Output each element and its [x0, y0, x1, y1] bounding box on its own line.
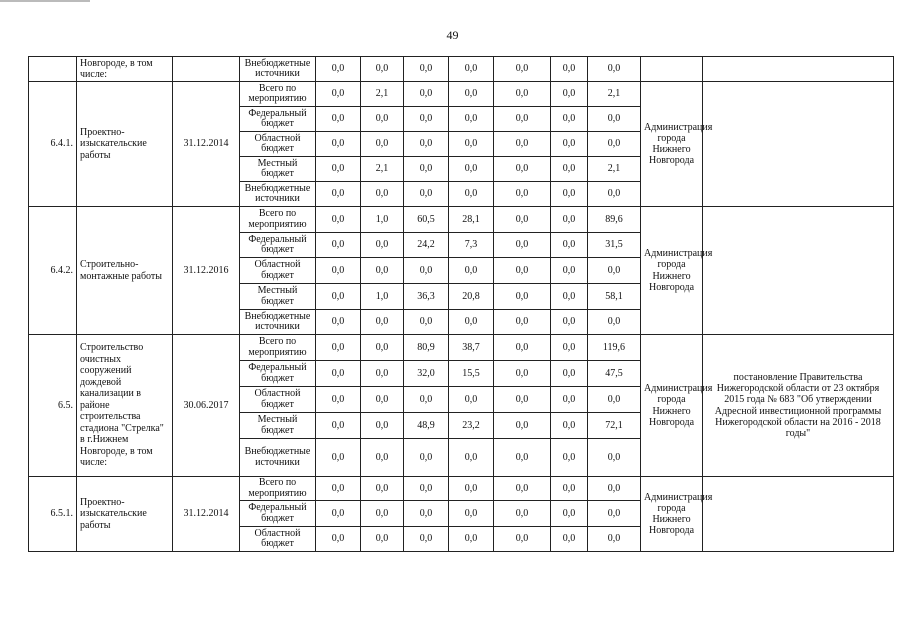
- value-cell: 0,0: [551, 157, 588, 182]
- value-cell: 0,0: [316, 157, 361, 182]
- value-cell: 0,0: [551, 387, 588, 413]
- document-cell: постановление Правительства Нижегородской области от 23 октября 2015 года № 683 "Об утверждении Адресной инвестиционной программы Нижегородской области на 2016 - 2018 годы": [703, 335, 894, 477]
- value-cell: 0,0: [316, 284, 361, 310]
- value-cell: 0,0: [588, 527, 641, 552]
- value-cell: 0,0: [494, 107, 551, 132]
- value-cell: 7,3: [449, 233, 494, 258]
- value-cell: 0,0: [551, 182, 588, 207]
- funding-source: Федеральный бюджет: [240, 501, 316, 527]
- value-cell: 0,0: [551, 233, 588, 258]
- value-cell: 0,0: [494, 132, 551, 157]
- document-cell: [703, 477, 894, 552]
- value-cell: 0,0: [404, 501, 449, 527]
- value-cell: 0,0: [449, 439, 494, 477]
- value-cell: 0,0: [449, 477, 494, 501]
- value-cell: 0,0: [449, 132, 494, 157]
- value-cell: 28,1: [449, 207, 494, 233]
- value-cell: 0,0: [316, 387, 361, 413]
- document-cell: [703, 57, 894, 82]
- value-cell: 0,0: [588, 439, 641, 477]
- section-code: 6.4.2.: [29, 207, 77, 335]
- value-cell: 0,0: [361, 57, 404, 82]
- value-cell: 0,0: [404, 387, 449, 413]
- value-cell: 31,5: [588, 233, 641, 258]
- value-cell: 0,0: [494, 439, 551, 477]
- value-cell: 0,0: [449, 107, 494, 132]
- table-row: [29, 57, 894, 82]
- value-cell: 0,0: [588, 182, 641, 207]
- value-cell: 0,0: [449, 527, 494, 552]
- section-code: 6.4.1.: [29, 82, 77, 207]
- document-cell: [703, 82, 894, 207]
- scan-edge-mark: [0, 0, 90, 2]
- value-cell: 0,0: [551, 413, 588, 439]
- value-cell: 0,0: [316, 258, 361, 284]
- value-cell: 0,0: [551, 361, 588, 387]
- table-row: [29, 335, 894, 361]
- funding-source: Федеральный бюджет: [240, 233, 316, 258]
- value-cell: 0,0: [551, 82, 588, 107]
- value-cell: 0,0: [361, 439, 404, 477]
- value-cell: 0,0: [316, 182, 361, 207]
- funding-source: Всего по мероприятию: [240, 335, 316, 361]
- value-cell: 0,0: [588, 107, 641, 132]
- value-cell: 0,0: [494, 310, 551, 335]
- value-cell: 48,9: [404, 413, 449, 439]
- value-cell: 15,5: [449, 361, 494, 387]
- value-cell: 0,0: [316, 335, 361, 361]
- value-cell: 0,0: [316, 501, 361, 527]
- value-cell: 0,0: [404, 310, 449, 335]
- value-cell: 0,0: [404, 527, 449, 552]
- value-cell: 0,0: [551, 439, 588, 477]
- value-cell: 0,0: [361, 335, 404, 361]
- value-cell: 36,3: [404, 284, 449, 310]
- value-cell: 0,0: [361, 361, 404, 387]
- budget-table: [28, 56, 894, 552]
- value-cell: 0,0: [551, 207, 588, 233]
- value-cell: 0,0: [316, 233, 361, 258]
- value-cell: 0,0: [588, 258, 641, 284]
- value-cell: 0,0: [494, 361, 551, 387]
- value-cell: 0,0: [316, 107, 361, 132]
- value-cell: 0,0: [494, 413, 551, 439]
- value-cell: 0,0: [361, 258, 404, 284]
- value-cell: 0,0: [361, 233, 404, 258]
- value-cell: 24,2: [404, 233, 449, 258]
- value-cell: 0,0: [316, 57, 361, 82]
- value-cell: 0,0: [551, 57, 588, 82]
- table-body: [29, 57, 894, 552]
- value-cell: 0,0: [494, 157, 551, 182]
- value-cell: 1,0: [361, 284, 404, 310]
- value-cell: 0,0: [361, 387, 404, 413]
- value-cell: 1,0: [361, 207, 404, 233]
- section-name: Проектно-изыскательские работы: [77, 477, 173, 552]
- responsible-cell: Администрация города Нижнего Новгорода: [641, 335, 703, 477]
- value-cell: 0,0: [449, 182, 494, 207]
- value-cell: 0,0: [551, 310, 588, 335]
- value-cell: 0,0: [361, 501, 404, 527]
- value-cell: 0,0: [404, 258, 449, 284]
- section-code: [29, 57, 77, 82]
- value-cell: 0,0: [361, 182, 404, 207]
- funding-source: Федеральный бюджет: [240, 361, 316, 387]
- funding-source: Внебюджетные источники: [240, 439, 316, 477]
- value-cell: 0,0: [316, 361, 361, 387]
- section-date: [173, 57, 240, 82]
- value-cell: 0,0: [588, 132, 641, 157]
- value-cell: 0,0: [449, 501, 494, 527]
- value-cell: 0,0: [316, 439, 361, 477]
- funding-source: Областной бюджет: [240, 527, 316, 552]
- value-cell: 0,0: [551, 258, 588, 284]
- value-cell: 0,0: [494, 233, 551, 258]
- funding-source: Внебюджетные источники: [240, 310, 316, 335]
- value-cell: 0,0: [404, 82, 449, 107]
- value-cell: 0,0: [361, 310, 404, 335]
- value-cell: 0,0: [316, 413, 361, 439]
- value-cell: 0,0: [588, 310, 641, 335]
- value-cell: 0,0: [361, 107, 404, 132]
- value-cell: 20,8: [449, 284, 494, 310]
- value-cell: 0,0: [494, 284, 551, 310]
- section-code: 6.5.: [29, 335, 77, 477]
- value-cell: 0,0: [361, 527, 404, 552]
- value-cell: 0,0: [588, 387, 641, 413]
- value-cell: 0,0: [551, 527, 588, 552]
- value-cell: 0,0: [551, 501, 588, 527]
- value-cell: 0,0: [494, 207, 551, 233]
- value-cell: 2,1: [588, 157, 641, 182]
- value-cell: 0,0: [494, 82, 551, 107]
- responsible-cell: Администрация города Нижнего Новгорода: [641, 477, 703, 552]
- value-cell: 0,0: [588, 57, 641, 82]
- value-cell: 2,1: [588, 82, 641, 107]
- value-cell: 0,0: [361, 132, 404, 157]
- funding-source: Федеральный бюджет: [240, 107, 316, 132]
- value-cell: 2,1: [361, 157, 404, 182]
- table-row: [29, 82, 894, 107]
- value-cell: 0,0: [494, 527, 551, 552]
- section-code: 6.5.1.: [29, 477, 77, 552]
- value-cell: 0,0: [316, 310, 361, 335]
- section-name: Строительно-монтажные работы: [77, 207, 173, 335]
- section-date: 31.12.2014: [173, 477, 240, 552]
- value-cell: 89,6: [588, 207, 641, 233]
- document-cell: [703, 207, 894, 335]
- value-cell: 0,0: [316, 132, 361, 157]
- table-row: [29, 207, 894, 233]
- section-name: Строительство очистных сооружений дождевой канализации в районе строительства стадиона "Стрелка" в г.Нижнем Новгороде, в том числе:: [77, 335, 173, 477]
- value-cell: 0,0: [404, 57, 449, 82]
- value-cell: 0,0: [551, 477, 588, 501]
- value-cell: 72,1: [588, 413, 641, 439]
- value-cell: 0,0: [588, 501, 641, 527]
- value-cell: 0,0: [551, 132, 588, 157]
- funding-source: Внебюджетные источники: [240, 182, 316, 207]
- value-cell: 0,0: [361, 413, 404, 439]
- value-cell: 0,0: [588, 477, 641, 501]
- value-cell: 0,0: [404, 132, 449, 157]
- responsible-cell: [641, 57, 703, 82]
- section-name: Новгороде, в том числе:: [77, 57, 173, 82]
- value-cell: 0,0: [316, 477, 361, 501]
- value-cell: 0,0: [449, 57, 494, 82]
- value-cell: 0,0: [449, 387, 494, 413]
- value-cell: 0,0: [449, 258, 494, 284]
- funding-source: Местный бюджет: [240, 284, 316, 310]
- value-cell: 0,0: [404, 107, 449, 132]
- funding-source: Областной бюджет: [240, 387, 316, 413]
- section-date: 30.06.2017: [173, 335, 240, 477]
- value-cell: 58,1: [588, 284, 641, 310]
- value-cell: 0,0: [494, 258, 551, 284]
- value-cell: 0,0: [449, 82, 494, 107]
- funding-source: Областной бюджет: [240, 258, 316, 284]
- responsible-cell: Администрация города Нижнего Новгорода: [641, 207, 703, 335]
- value-cell: 32,0: [404, 361, 449, 387]
- value-cell: 0,0: [494, 335, 551, 361]
- value-cell: 47,5: [588, 361, 641, 387]
- value-cell: 0,0: [494, 182, 551, 207]
- value-cell: 60,5: [404, 207, 449, 233]
- value-cell: 23,2: [449, 413, 494, 439]
- value-cell: 0,0: [449, 310, 494, 335]
- funding-source: Всего по мероприятию: [240, 82, 316, 107]
- funding-source: Местный бюджет: [240, 157, 316, 182]
- section-name: Проектно-изыскательские работы: [77, 82, 173, 207]
- value-cell: 0,0: [404, 182, 449, 207]
- value-cell: 0,0: [494, 387, 551, 413]
- value-cell: 0,0: [404, 157, 449, 182]
- funding-source: Областной бюджет: [240, 132, 316, 157]
- value-cell: 2,1: [361, 82, 404, 107]
- value-cell: 119,6: [588, 335, 641, 361]
- funding-source: Местный бюджет: [240, 413, 316, 439]
- value-cell: 0,0: [449, 157, 494, 182]
- funding-source: Всего по мероприятию: [240, 477, 316, 501]
- responsible-cell: Администрация города Нижнего Новгорода: [641, 82, 703, 207]
- table-row: [29, 477, 894, 501]
- value-cell: 0,0: [551, 107, 588, 132]
- value-cell: 0,0: [361, 477, 404, 501]
- value-cell: 0,0: [494, 477, 551, 501]
- value-cell: 80,9: [404, 335, 449, 361]
- value-cell: 0,0: [316, 527, 361, 552]
- value-cell: 0,0: [551, 335, 588, 361]
- funding-source: Всего по мероприятию: [240, 207, 316, 233]
- value-cell: 0,0: [494, 57, 551, 82]
- funding-source: Внебюджетные источники: [240, 57, 316, 82]
- section-date: 31.12.2016: [173, 207, 240, 335]
- section-date: 31.12.2014: [173, 82, 240, 207]
- value-cell: 0,0: [316, 82, 361, 107]
- value-cell: 0,0: [404, 477, 449, 501]
- value-cell: 38,7: [449, 335, 494, 361]
- value-cell: 0,0: [316, 207, 361, 233]
- value-cell: 0,0: [551, 284, 588, 310]
- value-cell: 0,0: [494, 501, 551, 527]
- value-cell: 0,0: [404, 439, 449, 477]
- page-number: 49: [446, 28, 459, 42]
